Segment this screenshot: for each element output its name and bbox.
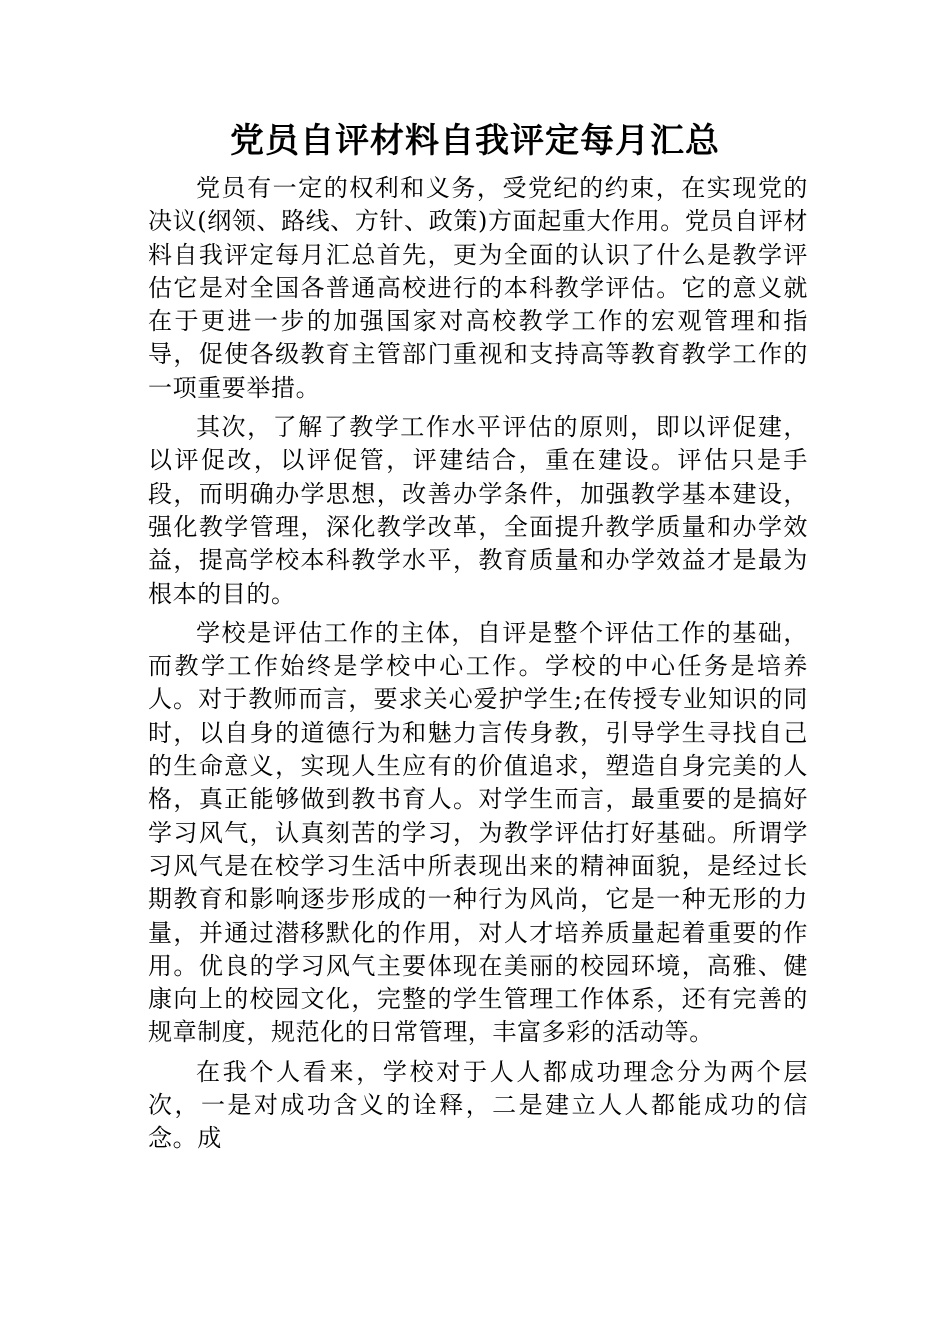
paragraph-3: 学校是评估工作的主体，自评是整个评估工作的基础，而教学工作始终是学校中心工作。学校的中心任务是培养人。对于教师而言，要求关心爱护学生;在传授专业知识的同时，以自身的道德行为和魅力言传身教，引导学生寻找自己的生命意义，实现人生应有的价值追求，塑造自身完美的人格，真正能够做到教书育人。对学生而言，最重要的是搞好学习风气，认真刻苦的学习，为教学评估打好基础。所谓学习风气是在校学习生活中所表现出来的精神面貌，是经过长期教育和影响逐步形成的一种行为风尚，它是一种无形的力量，并通过潜移默化的作用，对人才培养质量起着重要的作用。优良的学习风气主要体现在美丽的校园环境，高雅、健康向上的校园文化，完整的学生管理工作体系，还有完善的规章制度，规范化的日常管理，丰富多彩的活动等。 [148,618,808,1047]
document-title: 党员自评材料自我评定每月汇总 [230,121,720,161]
paragraph-2: 其次，了解了教学工作水平评估的原则，即以评促建，以评促改，以评促管，评建结合，重在建设。评估只是手段，而明确办学思想，改善办学条件，加强教学基本建设，强化教学管理，深化教学改革，全面提升教学质量和办学效益，提高学校本科教学水平，教育质量和办学效益才是最为根本的目的。 [148,413,808,608]
paragraph-4: 在我个人看来，学校对于人人都成功理念分为两个层次，一是对成功含义的诠释，二是建立人人都能成功的信念。成 [148,1057,808,1153]
document-body [148,172,808,1156]
paragraph-1: 党员有一定的权利和义务，受党纪的约束，在实现党的决议(纲领、路线、方针、政策)方面起重大作用。党员自评材料自我评定每月汇总首先，更为全面的认识了什么是教学评估它是对全国各普通高校进行的本科教学评估。它的意义就在于更进一步的加强国家对高校教学工作的宏观管理和指导，促使各级教育主管部门重视和支持高等教育教学工作的一项重要举措。 [148,174,808,402]
